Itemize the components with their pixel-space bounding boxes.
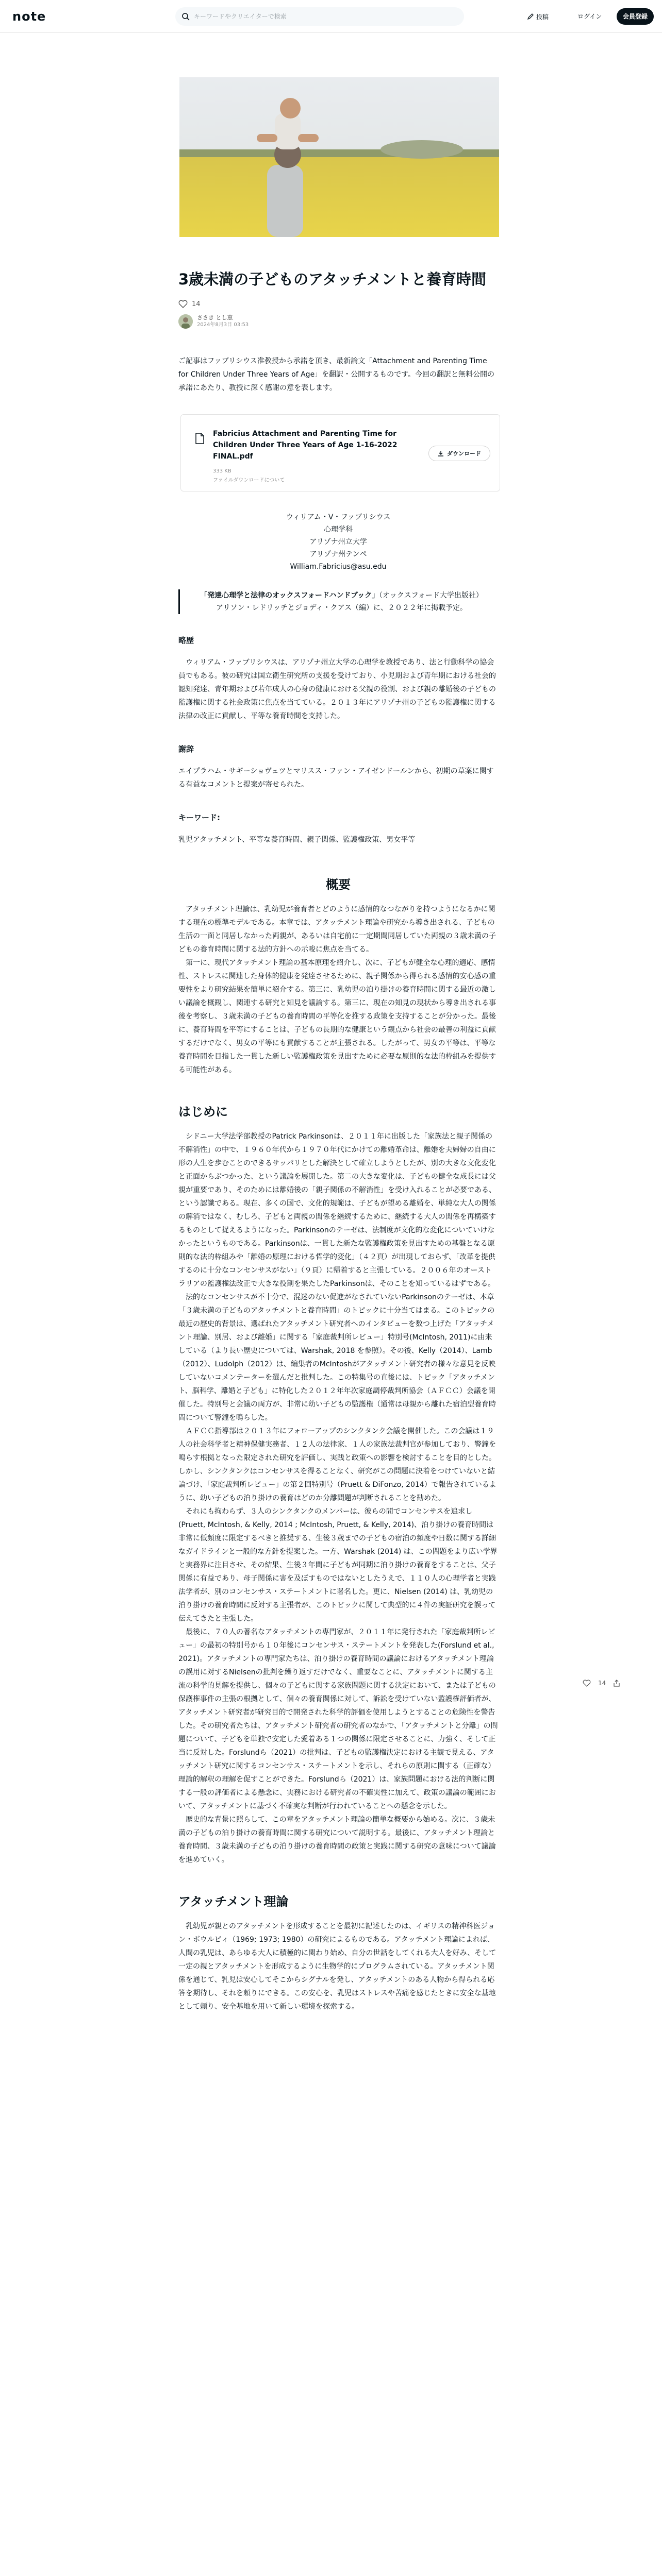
- author-name[interactable]: ささき とし恵: [197, 314, 233, 321]
- handbook-title: 「発達心理学と法律のオックスフォードハンドブック」: [200, 591, 379, 600]
- hero-image: [179, 77, 499, 237]
- pdf-file-name: Fabricius Attachment and Parenting Time for Children Under Three Years of Age 1-16-2022 FINAL.pdf: [213, 430, 398, 461]
- publication-note: [178, 589, 498, 614]
- search-icon: [181, 12, 190, 21]
- affiliation-line: アリゾナ州立大学: [309, 538, 367, 546]
- attachment-heading: アタッチメント理論: [178, 1894, 289, 1909]
- search-input[interactable]: [194, 7, 457, 26]
- attachment-body: 乳幼児が親とのアタッチメントを形成することを最初に記述したのは、イギリスの精神科医ジョン・ボウルビィ（1969; 1973; 1980）の研究によるものである。アタッチメント理論によれば、人間の乳児は、あらゆる大人に積極的に関わり始め、自分の世話をしてくれる大人を好み、そして一定の親とアタッチメントを形成するように生物学的にプログラムされている。アタッチメント関係を通じて、乳児は安心してそこからシグナルを発し、アタッチメントのある人物から得られる応答を期待し、それを頼りにできる。この安心を、乳児はストレスや苦痛を感じたときに安全な基地として頼り、安全基地を用いて新しい環境を探索する。: [178, 1922, 496, 2011]
- login-button[interactable]: ログイン: [577, 13, 602, 20]
- post-label: 投稿: [536, 13, 549, 21]
- document-icon: [193, 432, 206, 445]
- like-row: [178, 300, 498, 308]
- article-body: [178, 268, 498, 2013]
- summary-text: アタッチメント理論は、乳幼児が養育者とどのように感情的なつながりを持つようになるかに関する現在の標準モデルである。本章では、アタッチメント理論や研究から導き出される、子どもの生活の一面と同居しなかった両親が、あるいは自宅前に一定期間同居していた両親の３歳未満の子どもの養育時間に関する法的方針への示唆に焦点を当てる。 第一に、現代アタッチメント理論の基本原理を紹介し、次に、子どもが健全な心理的適応、感情性、ストレスに関連した身体的健康を発達させるために、親子関係から得られる感情的安心感の重要性をより研究結果を簡単に紹介する。第三に、乳幼児の泊り掛けの養育時間に関する最近の激しい議論を概観し、関連する研究と知見を議論する。第三に、現在の知見の現状から導き出される事後を考察し、３歳未満の子どもの養育時間の平等化を推する政策を支持することが分かった。最後に、養育時間を平等にすることは、子どもの長期的な健康という観点から社会の最善の利益に貢献するだけでなく、男女の平等にも貢献することが主張される。したがって、男女の平等は、平等な養育時間を目指した一貫した新しい監護権政策を見出すために必要な原則的な法的枠組みを提供する可能性がある。: [178, 905, 496, 1074]
- summary-heading: 概要: [326, 877, 351, 892]
- floating-actions: [583, 1680, 620, 1687]
- download-info-link[interactable]: ファイルダウンロードについて: [213, 478, 285, 483]
- download-label: ダウンロード: [447, 450, 481, 457]
- floating-like-count: 14: [598, 1680, 606, 1687]
- top-header: [0, 0, 662, 33]
- like-count: 14: [192, 300, 201, 308]
- heart-icon[interactable]: [583, 1680, 591, 1687]
- article-title: 3歳未満の子どものアタッチメントと養育時間: [178, 270, 486, 288]
- publish-date: 2024年8月3日 03:53: [197, 322, 249, 328]
- avatar[interactable]: [178, 314, 193, 329]
- pencil-icon: [527, 13, 534, 20]
- affiliation-line: アリゾナ州テンペ: [309, 550, 367, 558]
- intro-heading: はじめに: [178, 1105, 228, 1119]
- affiliation-line: 心理学科: [324, 526, 353, 534]
- pdf-attachment-card[interactable]: [180, 414, 500, 492]
- abstract-heading: 略歴: [178, 636, 194, 645]
- keywords-heading: キーワード:: [178, 813, 220, 822]
- thanks-text: エイプラハム・サギーショヴェツとマリスス・ファン・アイゼンドールンから、初期の草案に関する有益なコメントと提案が寄せられた。: [178, 767, 494, 789]
- intro-paragraph: ご記事はファブリシウス准教授から承諾を頂き、最新論文「Attachment and Parenting Time for Children Under Three Years of Age」を翻訳・公開するものです。今回の翻訳と無料公開の承諾にあたり、教授に深く感謝の意を表します。: [178, 357, 495, 392]
- affiliation-line: ウィリアム・V・ファブリシウス: [286, 513, 391, 521]
- abstract-text: ウィリアム・ファブリシウスは、アリゾナ州立大学の心理学を教授であり、法と行動科学の協会員でもある。彼の研究は国立衛生研究所の支援を受けており、小児期および青年期における社会的認知発達、青年期および若年成人の心身の健康における父親の役割、および親の離婚後の子どもの監護権に関する社会政策に焦点を当てている。２０１３年にアリゾナ州の子どもの監護権に関する法律の改正に貢献し、平等な養育時間を支持した。: [178, 658, 496, 720]
- author-affiliation: [178, 511, 498, 573]
- intro-body: シドニー大学法学部教授のPatrick Parkinsonは、２０１１年に出版した「家族法と親子関係の不解消性」の中で、１９６０年代から１９７０年代にかけての離婚革命は、離婚を夫婦婦の自由に形の人生を歩むことのできるサッパリとした解決として確立しようとしたが、別の大きな文化変化と正面からぶつかった、という議論を展開した。第二の大きな変化は、子どもの健全な成長には父親が重要であり、そのためには離婚後の「親子関係の不解消性」を受け入れることが必要である、という認識である。現在、多くの国で、文化的規範は、子どもが望める離婚を、単純な大人の関係の解消ではなく、むしろ、子どもと両親の関係を継続するために、継続する大人の関係を再構築するものとして捉えるようになった。Parkinsonのテーゼは、法制度が文化的な変化についていけなかったというものである。Parkinsonは、一貫した新たな監護権政策を見出すための基盤となる原則的な法的枠組みや「離婚の原理における哲学的変化」（４２頁）が出現しておらず、「改革を提供するのに十分なコンセンサスがない」（９頁）に帰着すると主張している。２００６年のオーストラリアの監護権法改正で大きな役割を果たしたParkinsonは、そのことを知っているはずである。 法的なコンセンサスが不十分で、混迷のない促進がなされていないParkinsonのテーゼは、本章「３歳未満の子どものアタッチメントと養育時間」のトピックに十分当てはまる。このトピックの最近の歴史的背景は、選ばれたアタッチメント研究者へのインタビューを数つ上げた「アタッチメント理論、別居、および離婚」に関する「家庭裁判所レビュー」特別号(McIntosh, 2011)に由来している（より長い歴史については、Warshak, 2018 を参照）。その後、Kelly（2014）、Lamb（2012）、Ludolph（2012）は、編集者のMcIntoshがアタッチメント研究者の様々な意見を反映していないコメンテーターを選んだと批判した。この特集号の直後には、トピック「アタッチメント、脳科学、離婚と子ども」に特化した２０１２年年次家庭調停裁判所協会（ＡＦＣＣ）会議を開催した。特別号と会議の両方が、非常に幼い子どもの監護権（通常は母親から離れた宿泊型養育時間について警鐘を鳴らした。 ＡＦＣＣ指導部は２０１３年にフォローアップのシンクタンク会議を開催した。この会議は１９人の社会科学者と精神保健実務者、１２人の法律家、１人の家族法裁判官が参加しており、警鐘を鳴らす根拠となった限定された研究を評価し、実践と政策への影響を検討することを目的とした。しかし、シンクタンクはコンセンサスを得ることなく、研究がこの問題に決着をつけていないと結論づけ、「家庭裁判所レビュー」の第２回特別号（Pruett & DiFonzo, 2014）で報告されているように、幼い子どもの泊り掛けの養育はどのか分離問題が判断されることを勧めた。 それにも拘わらず、３人のシンクタンクのメンバーは、彼らの間でコンセンサスを追求し(Pruett, McIntosh, & Kelly, 2014 ; McIntosh, Pruett, & Kelly, 2014)、泊り掛けの養育時間は非常に低頻度に限定するべきと推奨する、生後３歳までの子どもの宿泊の頻度や日数に関する詳細なガイドラインと一般的な方針を提案した。一方、Warshak (2014) は、この問題をより広い学界と実務界に注目させ、その結果、生後３年間に子どもが同期に泊り掛けの養育をすることは、父子関係に有益であり、母子関係に害を及ぼすものではないとしたうえで、１１０人の心理学者と実践法学者が、別のコンセンサス・ステートメントに署名した。更に、Nielsen (2014) は、乳幼児の泊り掛けの養育時間に反対する主張者が、このトピックに関して典型的に４件の実証研究を誤って伝えてきたと主張した。 最後に、７０人の著名なアタッチメントの専門家が、２０１１年に発行された「家庭裁判所レビュー」の最初の特別号から１０年後にコンセンサス・ステートメントを発表した(Forslund et al., 2021)。アタッチメントの専門家たちは、泊り掛けの養育時間の議論におけるアタッチメント理論の誤用に対するNielsenの批判を繰り返すだけでなく、重要なことに、アタッチメントに関する主流の科学的見解を提供し、個々の子どもに関する家族問題に関する決定において、または子どもの保護権事件の主張の根拠として、個々の養育関係に対して、訴訟を受けていない監護権評価者が、アタッチメント研究者が研究目的で開発された科学的評価を使用しようとすることの危険性を警告した。その研究者たちは、アタッチメント研究者の研究者のなかで、「アタッチメントと分離」の問題について、子どもを単独で安定した愛着ある１つの関係に限定させることに、力強く、そして正当に反対した。Forslundら（2021）の批判は、子どもの監護権決定における主観で見える、アタッチメント研究に関するコンセンサス・ステートメントを示し、それらの原則に関する（正確な）理論的解釈の理解を促すことができた。Forslundら（2021）は、家族問題における法的判断に関する一般の評価者による懸念に、実務における研究者の不確実性に加えて、政策の議論の範囲において、アタッチメントに基づく不確実な判断が行われていることへの懸念を示した。 歴史的な背景に照らして、この章をアタッチメント理論の簡単な概要から始める。次に、３歳未満の子どもの泊り掛けの養育時間に関する研究について説明する。最後に、アタッチメント理論と養育時間、３歳未満の子どもの泊り掛けの養育時間の政策と実践に関する研究の意味について議論を進めていく。: [178, 1132, 498, 1864]
- author-row[interactable]: [178, 314, 498, 329]
- signup-button[interactable]: 会員登録: [617, 8, 654, 25]
- affiliation-email: William.Fabricius@asu.edu: [290, 563, 387, 571]
- handbook-editors: アリソン・レドリッチとジョディ・クアス（編）に、２０２２年に掲載予定。: [216, 604, 467, 612]
- note-logo[interactable]: note: [12, 9, 46, 24]
- post-button[interactable]: [527, 10, 549, 23]
- pdf-file-size: 333 KB: [213, 468, 231, 474]
- handbook-publisher: （オックスフォード大学出版社）: [379, 591, 483, 600]
- thanks-heading: 謝辞: [178, 744, 194, 754]
- search-bar[interactable]: [175, 7, 464, 26]
- keywords-text: 乳児アタッチメント、平等な養育時間、親子関係、監護権政策、男女平等: [178, 836, 416, 844]
- share-icon[interactable]: [613, 1680, 620, 1687]
- heart-icon[interactable]: [178, 300, 188, 308]
- download-icon: [438, 450, 444, 456]
- download-button[interactable]: [428, 446, 490, 461]
